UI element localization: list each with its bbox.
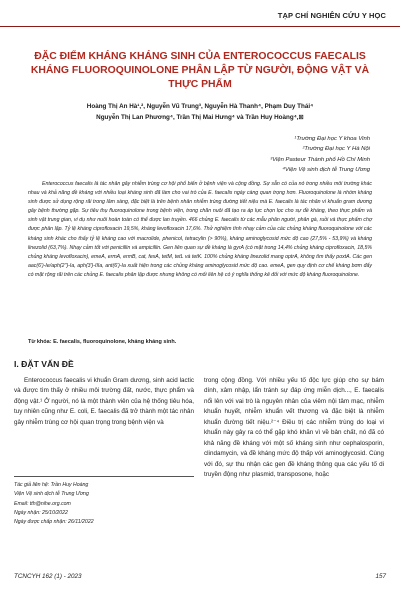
page-footer <box>14 573 386 589</box>
body-paragraph: Enterococcus faecalis vi khuẩn Gram dương, sinh acid lactic và được tìm thấy ở nhiều môi trường đất, nước, thực phẩm và động vật.¹ Ở người, nó là một thành viên của hệ thống tiêu hóa, tuy nhiên cũng như E. coli, E. faecalis đã trở thành một tác nhân gây nhiễm trùng cơ hội quan trọng trong bệnh viện và <box>14 377 194 426</box>
affiliation: ¹Trường Đại học Y khoa Vinh <box>294 136 370 142</box>
journal-header-bar <box>0 0 400 27</box>
correspondence-author: Tác giả liên hệ: Trần Huy Hoàng <box>14 482 89 488</box>
journal-issue: TCNCYH 162 (1) - 2023 <box>14 573 82 580</box>
affiliation-list <box>170 134 370 175</box>
keywords: Từ khóa: E. faecalis, fluoroquinolone, kháng kháng sinh. <box>28 339 177 345</box>
journal-name: TẠP CHÍ NGHIÊN CỨU Y HỌC <box>277 11 386 20</box>
body-paragraph: trong cộng đồng. Với nhiều yếu tố độc lực giúp cho sự bám dính, xâm nhập, lẩn tránh sự đáp ứng miễn dịch..., E. faecalis nổi lên với vai trò là nguyên nhân của viêm nội tâm mạc, nhiễm khuẩn huyết, nhiễm khuẩn vết thương và đặc biệt là nhiễm khuẩn đường tiết niệu.²⁻⁴ Điều trị các nhiễm trùng do loại vi khuẩn này gây ra có thể gặp khó khăn vì về bản chất, nó đã có khả năng đề kháng với một số kháng sinh như cephalosporin, clindamycin, và đề kháng mức độ thấp với aminoglycosid. Cùng với đó, sự thu nhận các gen đề kháng thông qua các yếu tố di truyền động như plasmid, transposone, hoặc <box>204 377 384 479</box>
correspondence-notes <box>14 476 194 527</box>
body-column-right <box>204 376 384 558</box>
affiliation: ²Trường Đại học Y Hà Nội <box>302 146 370 153</box>
abstract: Enterococcus faecalis là tác nhân gây nhiễm trùng cơ hội phổ biến ở bệnh viện và cộng đồng. Sự sẵn có của nó trong nhiều môi trường khác nhau và khả năng đề kháng với nhiều loại kháng sinh đã làm cho vai trò của E. faecalis ngày càng quan trọng hơn. Fluoroquinolone là nhóm kháng sinh được sử dụng rộng rãi trong lâm sàng, đặc biệt là trên bệnh nhân nhiễm trùng đường tiết niệu mà E. faecalis là tác nhân vi khuẩn gram dương gây bệnh thường gặp. Sự tiêu thụ fluoroquinolone trong bệnh viện, trong chăn nuôi đã tạo ra áp lực chọn lọc cho sự đề kháng, theo thực phẩm và sinh vật trung gian, vi dụ như nuôi hoàn toàn có thể được lan truyền. 466 chủng E. faecalis từ các mẫu phân người, phân gà, ruồi và thực phẩm chợ được phân lập. Tỷ lệ kháng ciprofloxacin 19,5%, kháng levofloxacin 17,6%. Thử nghiệm tính nhạy cảm của các chủng kháng fluoroquinolone với các kháng sinh khác cho thấy tỷ lệ kháng cao với macrolide, phenicol, tetracylin (> 90%), kháng aminoglycosid mức độ cao (27,5% - 53,9%) và kháng linezolid (63,7%). Nhạy cảm tốt với penicillin và ampicillin. Gen liên quan sự đề kháng là gyrA (có mặt trong 14,4% chủng kháng ciprofloxacin, 18,5% chủng kháng levofloxacin), emeA, ermA, ermB, cat, fexA, tetM, tetL và tetK. 100% chủng kháng linezolid mang optrA, không tìm thấy poxtA. Các gen aac(6')-Ie/aph(2'')-Ia, aph(3')-IIIa, ant(6')-Ia xuất hiện trong các chủng kháng aminoglycosid mức độ cao. emeA, gen quy định cơ chế kháng bơm đẩy có mặt rộng rãi trên các chủng E. faecalis phân lập được nhưng không có mối liên hệ có ý nghĩa thống kê đối với mức độ kháng fluoroquinolone. <box>28 181 372 278</box>
author-line: Nguyễn Thị Lan Phương⁴, Trần Thị Mai Hưng⁴ và Trần Huy Hoàng⁴,⊠ <box>96 114 304 121</box>
body-column-left <box>14 376 194 471</box>
correspondence-institution: Viện Vệ sinh dịch tễ Trung Ương <box>14 491 89 498</box>
affiliation: ⁴Viện Vệ sinh dịch tễ Trung Ương <box>282 166 370 173</box>
author-line: Hoàng Thị An Hà¹,², Nguyễn Vũ Trung³, Nguyễn Hà Thanh⁴, Phạm Duy Thái⁴ <box>86 103 314 110</box>
affiliation: ³Viện Pasteur Thành phố Hồ Chí Minh <box>270 156 370 163</box>
correspondence-email: Email: tth@nihe.org.com <box>14 500 71 507</box>
accepted-date: Ngày được chấp nhận: 26/11/2022 <box>14 519 94 526</box>
article-title: ĐẶC ĐIỂM KHÁNG KHÁNG SINH CỦA ENTEROCOCCUS FAECALIS KHÁNG FLUOROQUINOLONE PHÂN LẬP TỪ NGƯỜI, ĐỘNG VẬT VÀ THỰC PHẨM <box>30 51 370 90</box>
page-number: 157 <box>375 573 386 580</box>
section-heading: I. ĐẶT VẤN ĐỀ <box>14 359 74 369</box>
author-list <box>20 101 380 123</box>
received-date: Ngày nhận: 25/10/2022 <box>14 509 68 516</box>
